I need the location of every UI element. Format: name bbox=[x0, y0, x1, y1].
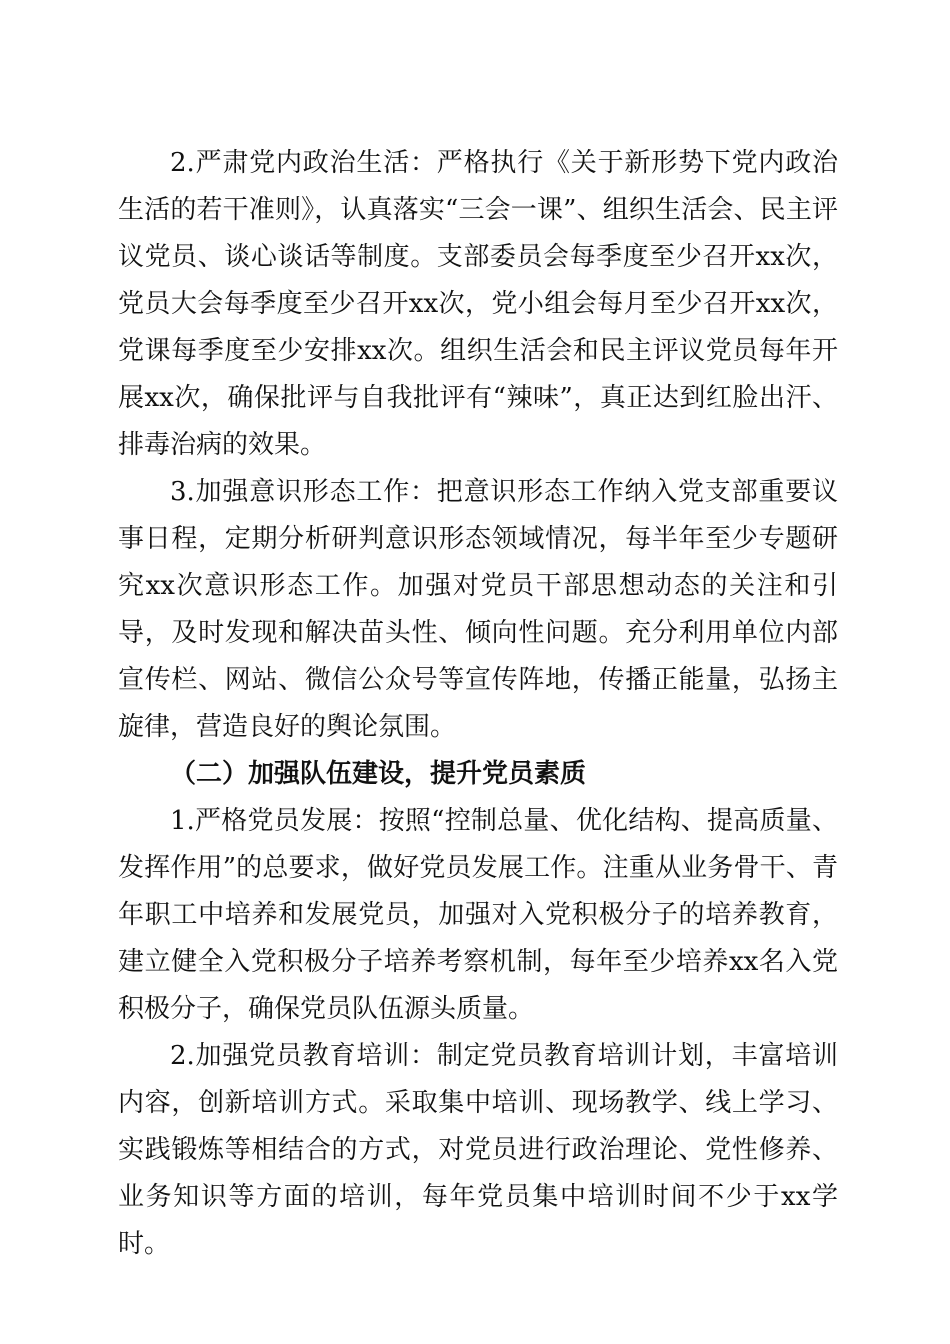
paragraph-ideology-work: 3.加强意识形态工作：把意识形态工作纳入党支部重要议事日程，定期分析研判意识形态领域情况，每半年至少专题研究xx次意识形态工作。加强对党员干部思想动态的关注和引导，及时发现和解决苗头性、倾向性问题。充分利用单位内部宣传栏、网站、微信公众号等宣传阵地，传播正能量，弘扬主旋律，营造良好的舆论氛围。 bbox=[118, 477, 838, 742]
section-heading-team-building: （二）加强队伍建设，提升党员素质 bbox=[170, 759, 587, 789]
paragraph-member-training: 2.加强党员教育培训：制定党员教育培训计划，丰富培训内容，创新培训方式。采取集中培训、现场教学、线上学习、实践锻炼等相结合的方式，对党员进行政治理论、党性修养、业务知识等方面的培训，每年党员集中培训时间不少于xx学时。 bbox=[118, 1041, 838, 1259]
paragraph-member-development: 1.严格党员发展：按照“控制总量、优化结构、提高质量、发挥作用”的总要求，做好党员发展工作。注重从业务骨干、青年职工中培养和发展党员，加强对入党积极分子的培养教育，建立健全入党积极分子培养考察机制，每年至少培养xx名入党积极分子，确保党员队伍源头质量。 bbox=[118, 806, 838, 1024]
paragraph-political-life: 2.严肃党内政治生活：严格执行《关于新形势下党内政治生活的若干准则》，认真落实“三会一课”、组织生活会、民主评议党员、谈心谈话等制度。支部委员会每季度至少召开xx次，党员大会每季度至少召开xx次，党小组会每月至少召开xx次，党课每季度至少安排xx次。组织生活会和民主评议党员每年开展xx次，确保批评与自我批评有“辣味”，真正达到红脸出汗、排毒治病的效果。 bbox=[118, 148, 838, 460]
document-body bbox=[118, 140, 838, 1268]
